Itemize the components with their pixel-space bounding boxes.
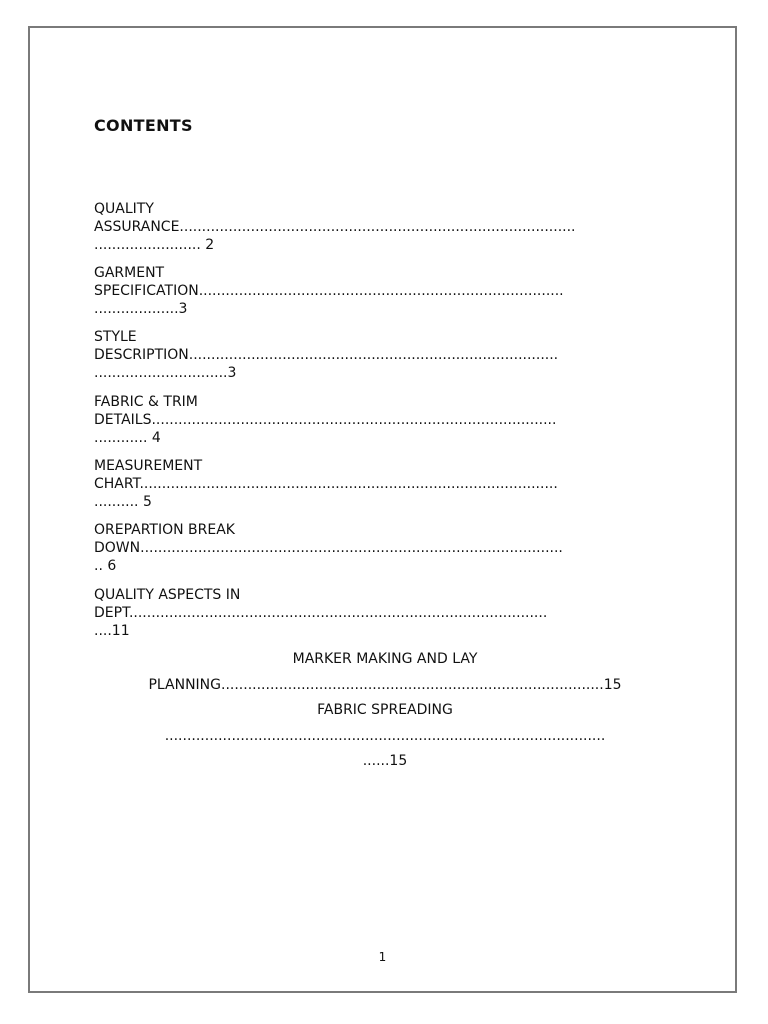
toc-entry-page: ............ 4 [94, 430, 161, 446]
toc-entry-page: ........................ 2 [94, 237, 215, 253]
toc-entry-title: STYLE [94, 329, 137, 345]
toc-entry-style-description[interactable] [94, 328, 676, 382]
toc-entry-leader: DESCRIPTION................................................................................... [94, 347, 559, 363]
toc-entry-leader: DETAILS........................................................................................... [94, 412, 557, 428]
toc-entry-operation-breakdown[interactable] [94, 521, 676, 575]
toc-entry-leader: SPECIFICATION.................................................................................. [94, 283, 564, 299]
toc-entry-page: ....11 [94, 623, 130, 639]
toc-entry-spreading-leader[interactable]: ................................................................................................... [164, 728, 606, 744]
toc-entry-garment-specification[interactable] [94, 264, 676, 318]
document-page [28, 26, 737, 993]
toc-entry-title: QUALITY ASPECTS IN [94, 587, 241, 603]
toc-entry-leader: DEPT.............................................................................................. [94, 605, 548, 621]
toc-entry-title: OREPARTION BREAK [94, 522, 235, 538]
toc-entry-page: ..............................3 [94, 365, 237, 381]
toc-entry-spreading-page[interactable]: ......15 [362, 753, 408, 769]
toc-entry-title: MEASUREMENT [94, 458, 203, 474]
toc-entry-page: .......... 5 [94, 494, 152, 510]
toc-entry-title: FABRIC & TRIM [94, 394, 198, 410]
toc-entry-quality-aspects[interactable] [94, 586, 676, 640]
toc-entry-title: GARMENT [94, 265, 165, 281]
toc-entry-marker-leader[interactable]: PLANNING......................................................................................15 [148, 677, 622, 693]
toc-entry-title: QUALITY [94, 201, 154, 217]
toc-entry-leader: CHART.............................................................................................. [94, 476, 558, 492]
toc-entry-leader: DOWN............................................................................................... [94, 540, 563, 556]
contents-heading: CONTENTS [94, 116, 193, 135]
toc-entry-spreading-title[interactable]: FABRIC SPREADING [317, 702, 453, 718]
toc-entry-page: ...................3 [94, 301, 188, 317]
toc-entry-marker-title[interactable]: MARKER MAKING AND LAY [292, 651, 478, 667]
toc-entry-page: .. 6 [94, 558, 117, 574]
toc-entry-fabric-trim-details[interactable] [94, 393, 676, 447]
toc-entry-leader: ASSURANCE......................................................................................... [94, 219, 576, 235]
toc-entry-measurement-chart[interactable] [94, 457, 676, 511]
toc-entry-quality-assurance[interactable] [94, 200, 676, 254]
page-number: 1 [378, 950, 387, 964]
